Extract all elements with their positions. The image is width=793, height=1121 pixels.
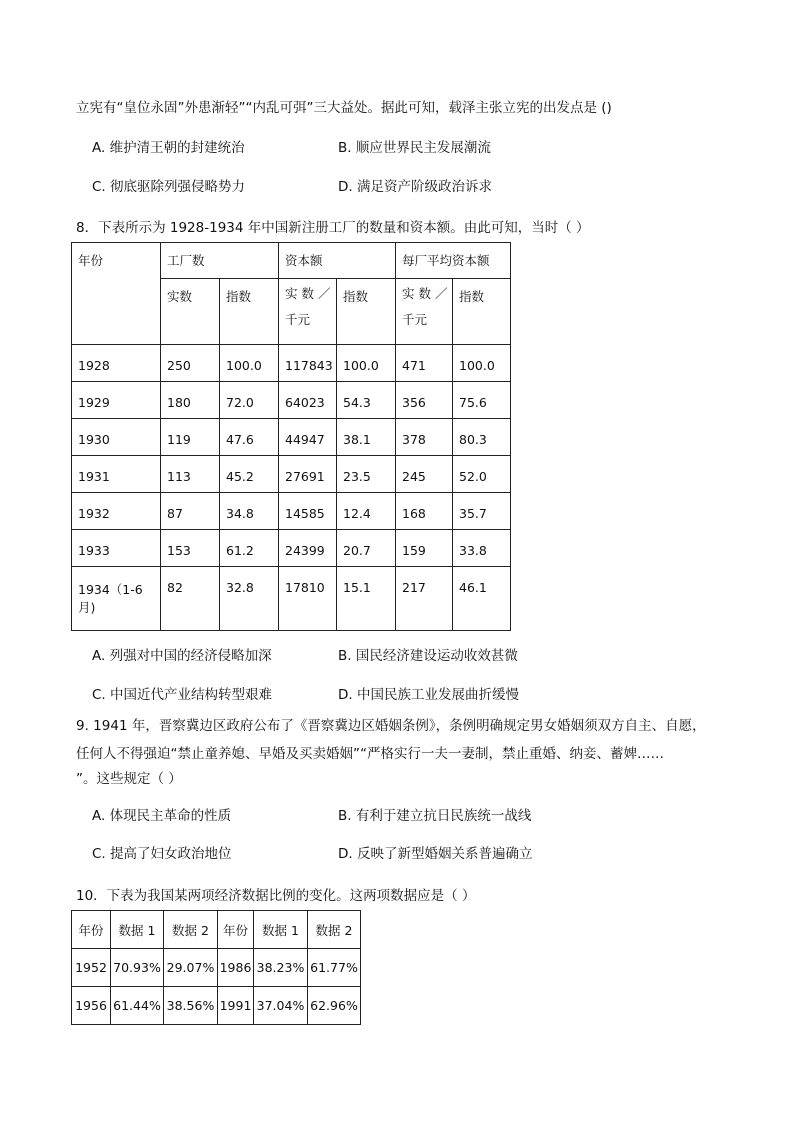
table-cell: 38.56% bbox=[164, 987, 218, 1025]
table-row bbox=[72, 382, 511, 419]
table-row bbox=[72, 567, 511, 631]
table-cell: 250 bbox=[161, 345, 220, 382]
q10-stem: 10．下表为我国某两项经济数据比例的变化。这两项数据应是（ ） bbox=[76, 888, 476, 904]
table-row bbox=[72, 530, 511, 567]
table-cell: 12.4 bbox=[337, 493, 396, 530]
table-cell: 119 bbox=[161, 419, 220, 456]
table-cell: 15.1 bbox=[337, 567, 396, 631]
q8-option-b[interactable]: B. 国民经济建设运动收效甚微 bbox=[338, 648, 518, 664]
table-row bbox=[72, 345, 511, 382]
q8-sub-header: 指数 bbox=[453, 279, 511, 345]
table-cell: 27691 bbox=[279, 456, 337, 493]
q8-header-factories: 工厂数 bbox=[161, 243, 279, 279]
q9-option-b[interactable]: B. 有利于建立抗日民族统一战线 bbox=[338, 808, 532, 824]
q8-sub-header: 实数 bbox=[161, 279, 220, 345]
table-cell: 100.0 bbox=[453, 345, 511, 382]
q8-option-d[interactable]: D. 中国民族工业发展曲折缓慢 bbox=[338, 687, 519, 703]
table-cell: 356 bbox=[396, 382, 453, 419]
table-cell: 72.0 bbox=[220, 382, 279, 419]
table-cell: 64023 bbox=[279, 382, 337, 419]
table-cell: 38.23% bbox=[254, 949, 308, 987]
table-cell: 35.7 bbox=[453, 493, 511, 530]
q7-option-a[interactable]: A. 维护清王朝的封建统治 bbox=[92, 140, 245, 156]
q7-option-c[interactable]: C. 彻底驱除列强侵略势力 bbox=[92, 179, 246, 195]
table-header-cell: 数据 1 bbox=[254, 911, 308, 949]
table-cell: 100.0 bbox=[220, 345, 279, 382]
table-cell: 23.5 bbox=[337, 456, 396, 493]
q10-table bbox=[71, 910, 361, 1025]
table-cell-year: 1934（1-6 月) bbox=[72, 567, 161, 631]
table-cell: 168 bbox=[396, 493, 453, 530]
table-header-cell: 年份 bbox=[72, 911, 111, 949]
table-header-cell: 数据 2 bbox=[308, 911, 361, 949]
table-cell: 153 bbox=[161, 530, 220, 567]
table-cell: 17810 bbox=[279, 567, 337, 631]
table-cell: 82 bbox=[161, 567, 220, 631]
table-cell: 75.6 bbox=[453, 382, 511, 419]
table-cell: 159 bbox=[396, 530, 453, 567]
table-cell: 1952 bbox=[72, 949, 111, 987]
q7-option-d[interactable]: D. 满足资产阶级政治诉求 bbox=[338, 179, 492, 195]
table-cell: 180 bbox=[161, 382, 220, 419]
table-cell: 87 bbox=[161, 493, 220, 530]
table-row bbox=[72, 987, 361, 1025]
table-cell: 80.3 bbox=[453, 419, 511, 456]
q9-stem-line-1: 9. 1941 年，晋察冀边区政府公布了《晋察冀边区婚姻条例》，条例明确规定男女婚姻须双方自主、自愿， bbox=[76, 718, 706, 734]
table-cell: 52.0 bbox=[453, 456, 511, 493]
q8-sub-header: 指数 bbox=[337, 279, 396, 345]
q8-header-capital: 资本额 bbox=[279, 243, 396, 279]
table-cell-year: 1931 bbox=[72, 456, 161, 493]
table-cell: 61.77% bbox=[308, 949, 361, 987]
table-cell: 471 bbox=[396, 345, 453, 382]
table-cell-year: 1930 bbox=[72, 419, 161, 456]
table-cell: 34.8 bbox=[220, 493, 279, 530]
table-cell: 217 bbox=[396, 567, 453, 631]
q9-stem-line-3: ”。这些规定（ ） bbox=[76, 771, 182, 787]
table-cell: 70.93% bbox=[111, 949, 164, 987]
table-header-cell: 年份 bbox=[218, 911, 254, 949]
table-cell: 29.07% bbox=[164, 949, 218, 987]
table-cell: 37.04% bbox=[254, 987, 308, 1025]
table-cell: 47.6 bbox=[220, 419, 279, 456]
table-cell: 33.8 bbox=[453, 530, 511, 567]
table-row bbox=[72, 493, 511, 530]
table-row bbox=[72, 456, 511, 493]
table-cell: 54.3 bbox=[337, 382, 396, 419]
table-cell: 44947 bbox=[279, 419, 337, 456]
q7-option-b[interactable]: B. 顺应世界民主发展潮流 bbox=[338, 140, 491, 156]
table-cell: 113 bbox=[161, 456, 220, 493]
q8-option-c[interactable]: C. 中国近代产业结构转型艰难 bbox=[92, 687, 273, 703]
q8-option-a[interactable]: A. 列强对中国的经济侵略加深 bbox=[92, 648, 272, 664]
q8-sub-header: 实 数 ／千元 bbox=[396, 279, 453, 345]
q8-sub-header: 指数 bbox=[220, 279, 279, 345]
q9-option-a[interactable]: A. 体现民主革命的性质 bbox=[92, 808, 232, 824]
table-cell-year: 1929 bbox=[72, 382, 161, 419]
q9-option-c[interactable]: C. 提高了妇女政治地位 bbox=[92, 846, 232, 862]
table-cell: 1991 bbox=[218, 987, 254, 1025]
q8-table bbox=[71, 242, 511, 631]
table-cell: 245 bbox=[396, 456, 453, 493]
table-cell: 61.44% bbox=[111, 987, 164, 1025]
table-cell: 14585 bbox=[279, 493, 337, 530]
table-cell: 117843 bbox=[279, 345, 337, 382]
q9-stem-line-2: 任何人不得强迫“禁止童养媳、早婚及买卖婚姻”“严格实行一夫一妻制，禁止重婚、纳妾、蓄婢…… bbox=[76, 746, 664, 762]
q9-option-d[interactable]: D. 反映了新型婚姻关系普遍确立 bbox=[338, 846, 533, 862]
table-cell: 38.1 bbox=[337, 419, 396, 456]
q8-sub-header: 实 数 ／千元 bbox=[279, 279, 337, 345]
table-cell: 61.2 bbox=[220, 530, 279, 567]
table-header-row bbox=[72, 911, 361, 949]
table-cell: 1956 bbox=[72, 987, 111, 1025]
table-cell: 46.1 bbox=[453, 567, 511, 631]
table-row bbox=[72, 419, 511, 456]
table-cell: 24399 bbox=[279, 530, 337, 567]
table-cell: 1986 bbox=[218, 949, 254, 987]
table-cell: 32.8 bbox=[220, 567, 279, 631]
q8-header-year: 年份 bbox=[72, 243, 161, 345]
table-cell: 45.2 bbox=[220, 456, 279, 493]
table-header-cell: 数据 1 bbox=[111, 911, 164, 949]
table-cell-year: 1933 bbox=[72, 530, 161, 567]
table-cell: 378 bbox=[396, 419, 453, 456]
table-cell-year: 1928 bbox=[72, 345, 161, 382]
table-cell: 100.0 bbox=[337, 345, 396, 382]
table-cell: 20.7 bbox=[337, 530, 396, 567]
table-header-cell: 数据 2 bbox=[164, 911, 218, 949]
table-row bbox=[72, 949, 361, 987]
q8-header-avg-capital: 每厂平均资本额 bbox=[396, 243, 511, 279]
table-cell-year: 1932 bbox=[72, 493, 161, 530]
table-cell: 62.96% bbox=[308, 987, 361, 1025]
q8-stem: 8．下表所示为 1928-1934 年中国新注册工厂的数量和资本额。由此可知，当时（ ） bbox=[76, 220, 590, 236]
q7-stem: 立宪有“皇位永固”外患渐轻”“内乱可弭”三大益处。据此可知，载泽主张立宪的出发点是 () bbox=[76, 100, 612, 116]
